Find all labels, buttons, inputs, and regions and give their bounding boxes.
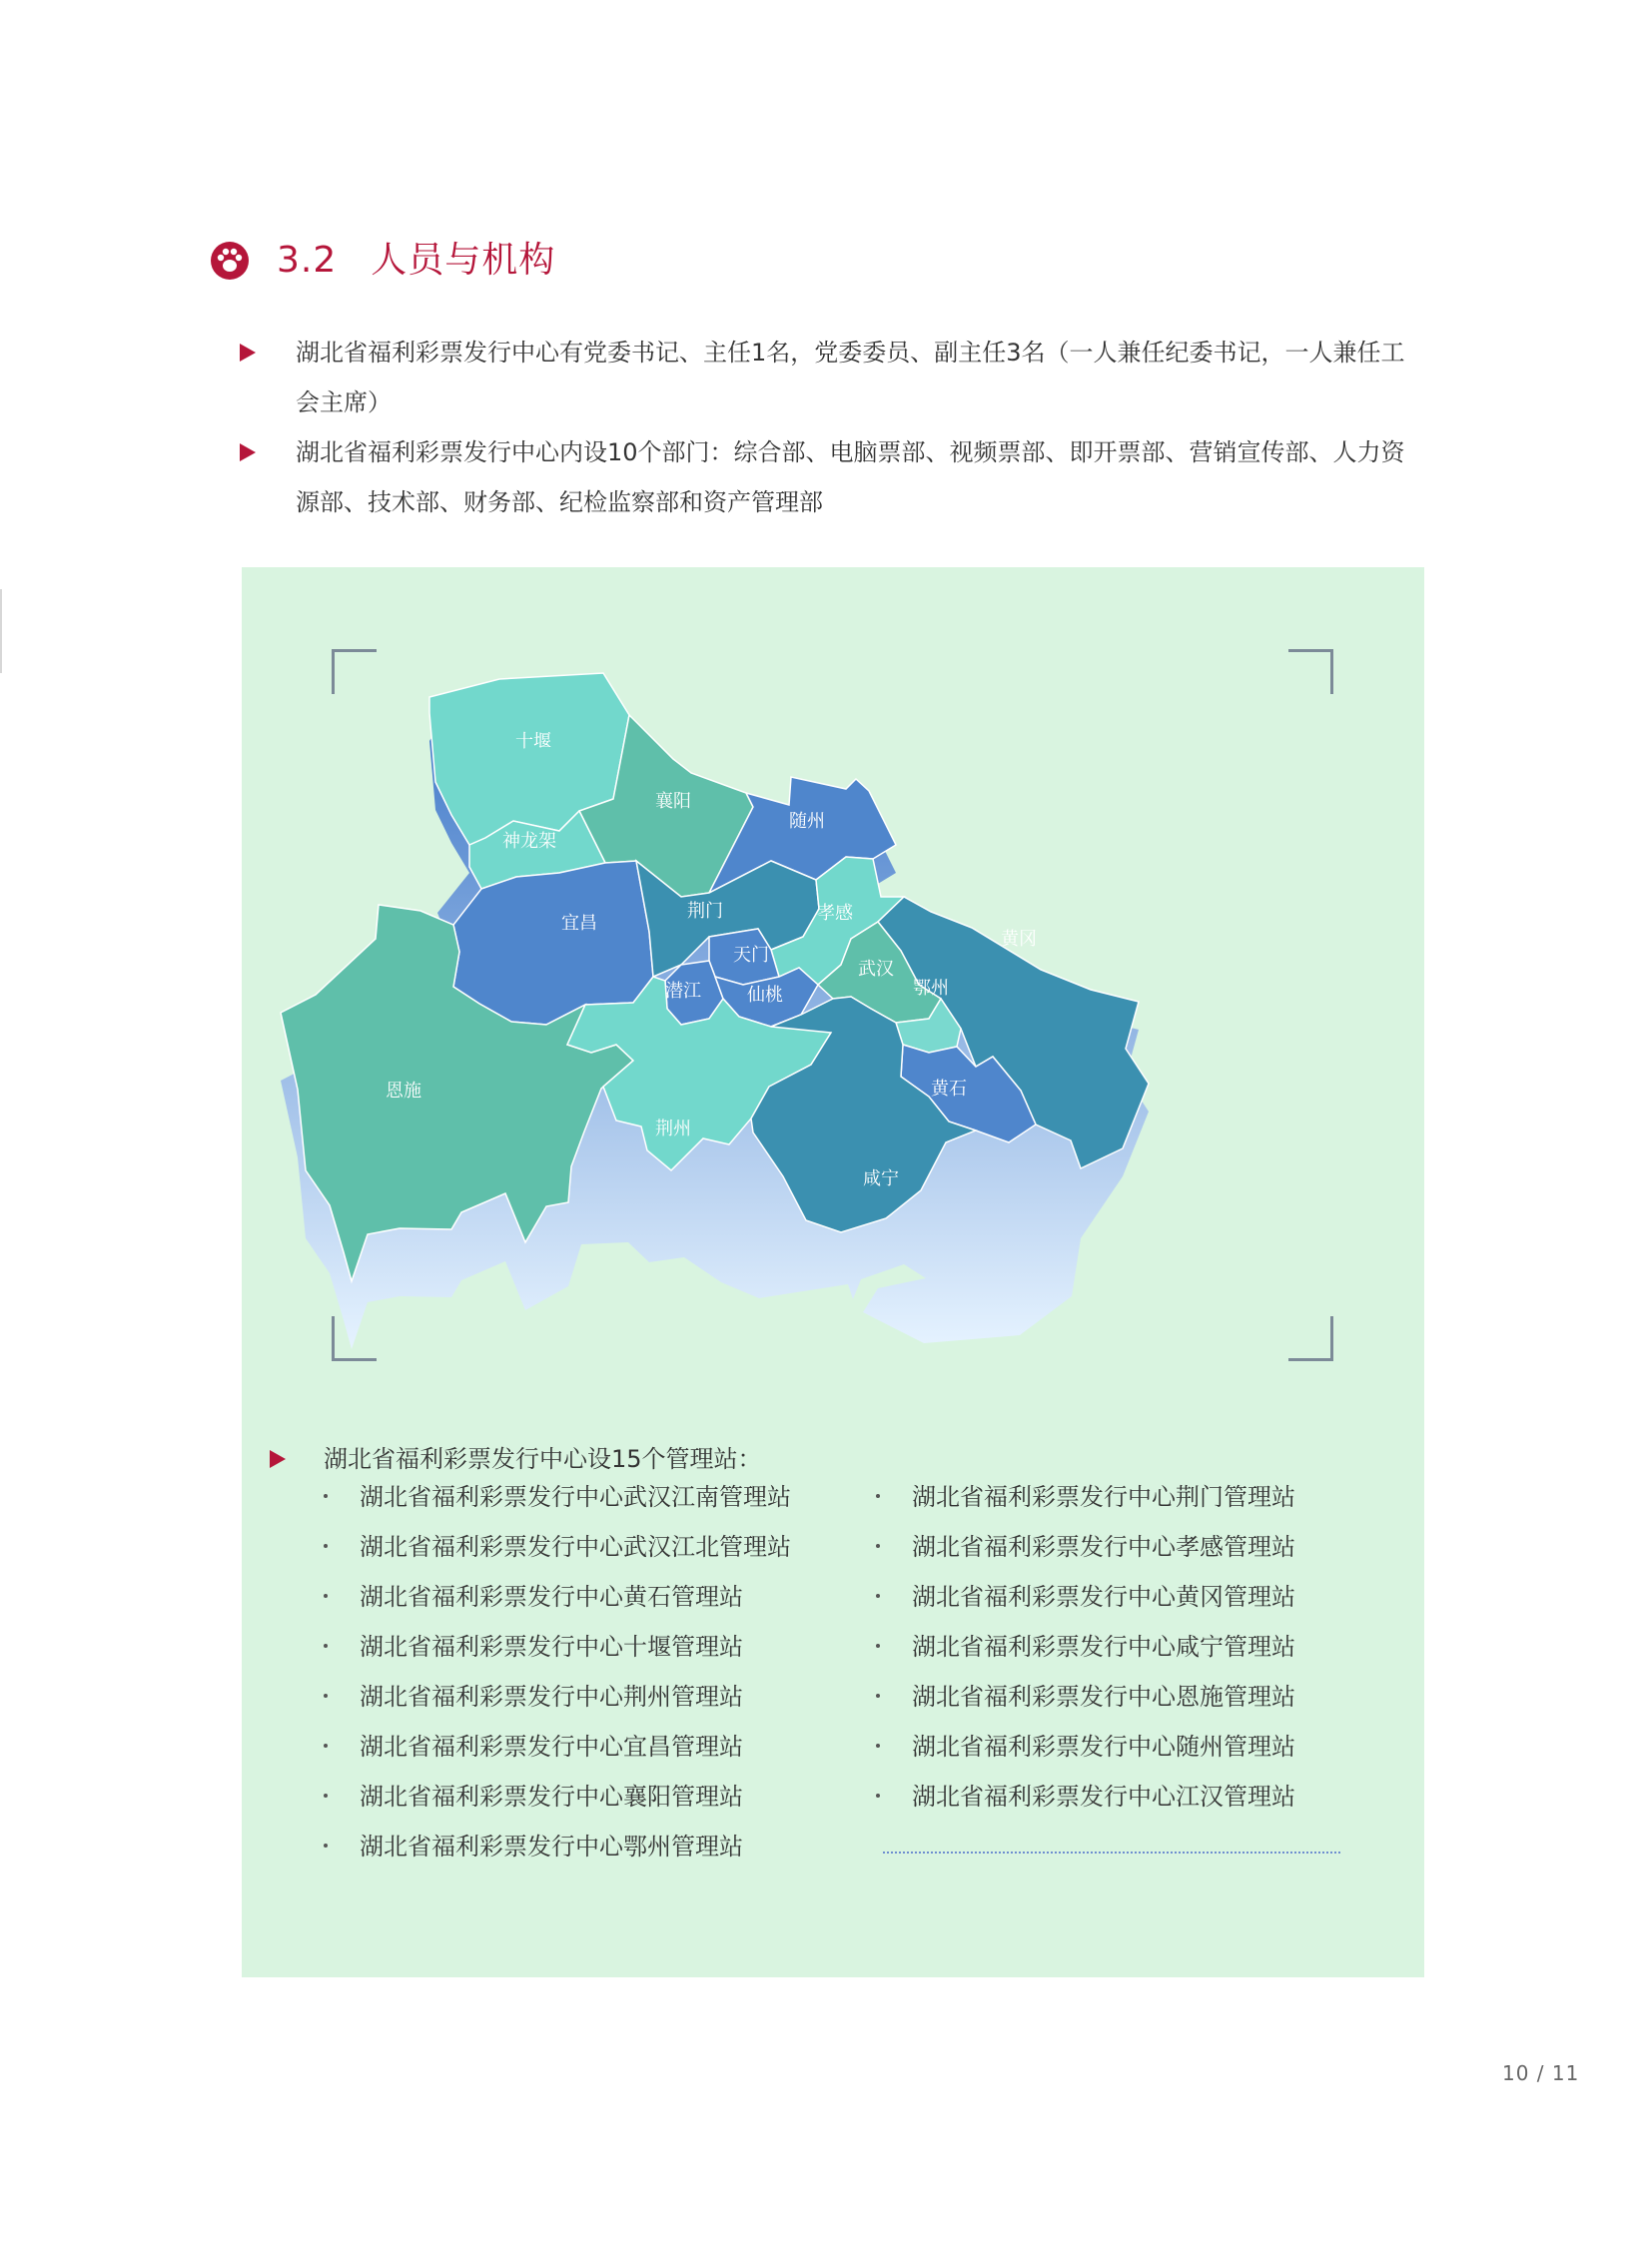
map-label-huanggang: 黄冈 — [1001, 929, 1037, 950]
list-item: 湖北省福利彩票发行中心宜昌管理站 — [324, 1722, 791, 1772]
map-label-qianjiang: 潜江 — [665, 981, 701, 1002]
dot-icon — [324, 1644, 328, 1648]
map-label-wuhan: 武汉 — [858, 959, 894, 980]
section-title — [277, 232, 555, 283]
dot-icon — [876, 1694, 880, 1698]
dot-icon — [876, 1544, 880, 1548]
page-indicator: 10 / 11 — [1502, 2061, 1580, 2085]
map-label-xiantao: 仙桃 — [747, 985, 783, 1006]
map-label-yichang: 宜昌 — [561, 913, 597, 934]
section-heading: 人员与机构 — [371, 240, 556, 281]
map-label-suizhou: 随州 — [789, 811, 825, 832]
list-item: 湖北省福利彩票发行中心荆门管理站 — [876, 1472, 1295, 1522]
dot-icon — [876, 1594, 880, 1598]
list-item: 湖北省福利彩票发行中心十堰管理站 — [324, 1622, 791, 1672]
map-label-jingmen: 荆门 — [687, 901, 723, 922]
map-label-huangshi: 黄石 — [931, 1079, 967, 1100]
dot-icon — [324, 1494, 328, 1498]
list-item: 湖北省福利彩票发行中心恩施管理站 — [876, 1672, 1295, 1722]
list-item: 湖北省福利彩票发行中心武汉江南管理站 — [324, 1472, 791, 1522]
map-label-enshi: 恩施 — [386, 1081, 421, 1102]
list-item: 湖北省福利彩票发行中心黄冈管理站 — [876, 1572, 1295, 1622]
dot-icon — [324, 1594, 328, 1598]
paw-icon — [210, 241, 250, 281]
map-label-tianmen: 天门 — [733, 945, 769, 966]
map-label-shennongjia: 神龙架 — [502, 831, 556, 852]
list-item: 湖北省福利彩票发行中心鄂州管理站 — [324, 1822, 791, 1871]
stations-title: 湖北省福利彩票发行中心设15个管理站： — [324, 1445, 762, 1473]
bullet-icon — [240, 443, 256, 461]
page-edge-mark — [0, 589, 2, 673]
dot-icon — [876, 1644, 880, 1648]
list-item: 湖北省福利彩票发行中心襄阳管理站 — [324, 1772, 791, 1822]
map-label-ezhou: 鄂州 — [913, 978, 949, 999]
dot-icon — [324, 1844, 328, 1848]
dot-icon — [876, 1794, 880, 1798]
map-label-xiangyang: 襄阳 — [655, 791, 691, 812]
dot-icon — [324, 1694, 328, 1698]
list-item: 湖北省福利彩票发行中心孝感管理站 — [876, 1522, 1295, 1572]
map-label-jingzhou: 荆州 — [655, 1119, 691, 1139]
bullet-icon — [240, 344, 256, 362]
map-label-xiaogan: 孝感 — [817, 903, 853, 924]
list-item: 湖北省福利彩票发行中心黄石管理站 — [324, 1572, 791, 1622]
station-list-left — [324, 1472, 791, 1871]
list-item: 湖北省福利彩票发行中心荆州管理站 — [324, 1672, 791, 1722]
dot-icon — [324, 1544, 328, 1548]
org-panel — [242, 567, 1424, 1977]
paragraph-leadership: 湖北省福利彩票发行中心有党委书记、主任1名，党委委员、副主任3名（一人兼任纪委书记，一人兼任工会主席） — [296, 339, 1405, 416]
section-number: 3.2 — [277, 240, 338, 281]
list-item: 湖北省福利彩票发行中心江汉管理站 — [876, 1772, 1295, 1822]
map-label-shiyan: 十堰 — [515, 731, 551, 752]
list-item: 湖北省福利彩票发行中心随州管理站 — [876, 1722, 1295, 1772]
bullet-icon — [270, 1450, 286, 1468]
station-list-right — [876, 1472, 1295, 1822]
hubei-map — [242, 567, 1424, 1396]
dot-icon — [324, 1794, 328, 1798]
list-item: 湖北省福利彩票发行中心咸宁管理站 — [876, 1622, 1295, 1672]
paragraph-departments: 湖北省福利彩票发行中心内设10个部门：综合部、电脑票部、视频票部、即开票部、营销宣传部、人力资源部、技术部、财务部、纪检监察部和资产管理部 — [296, 438, 1405, 516]
list-item: 湖北省福利彩票发行中心武汉江北管理站 — [324, 1522, 791, 1572]
divider — [883, 1852, 1340, 1854]
dot-icon — [876, 1494, 880, 1498]
dot-icon — [324, 1744, 328, 1748]
map-label-xianning: 咸宁 — [863, 1168, 899, 1189]
dot-icon — [876, 1744, 880, 1748]
